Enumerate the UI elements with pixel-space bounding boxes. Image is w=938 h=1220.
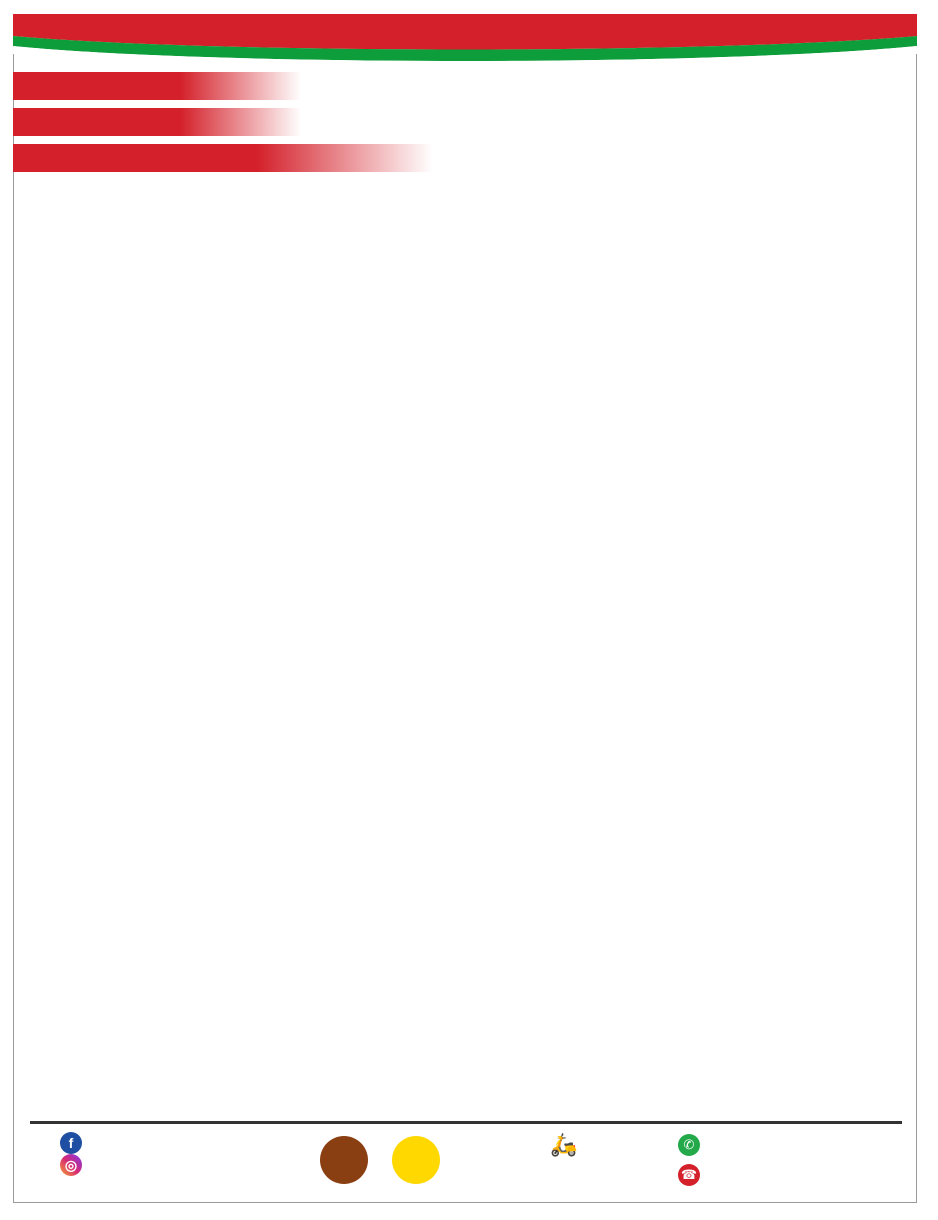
menu-content: [13, 68, 917, 180]
phone-row[interactable]: [678, 1160, 712, 1190]
social-links: [60, 1132, 90, 1176]
top-banner: [13, 14, 917, 66]
contact-phones: [678, 1130, 712, 1190]
glovo-logo: [392, 1136, 440, 1184]
section-header-doner: [13, 108, 301, 136]
takeaway-logo: [320, 1136, 368, 1184]
footer-divider: [30, 1121, 902, 1124]
instagram-row[interactable]: [60, 1154, 90, 1176]
scooter-icon: 🛵: [550, 1132, 578, 1157]
whatsapp-row[interactable]: [678, 1130, 712, 1160]
phone-icon: ☎: [678, 1164, 700, 1186]
section-header-hemburgere: [13, 72, 301, 100]
facebook-icon: f: [60, 1132, 82, 1154]
section-header-drinks: [13, 144, 433, 172]
free-delivery-badge: [550, 1132, 577, 1158]
whatsapp-icon: ✆: [678, 1134, 700, 1156]
instagram-icon: ◎: [60, 1154, 82, 1176]
footer: [30, 1128, 902, 1194]
page-frame: [13, 14, 917, 1203]
